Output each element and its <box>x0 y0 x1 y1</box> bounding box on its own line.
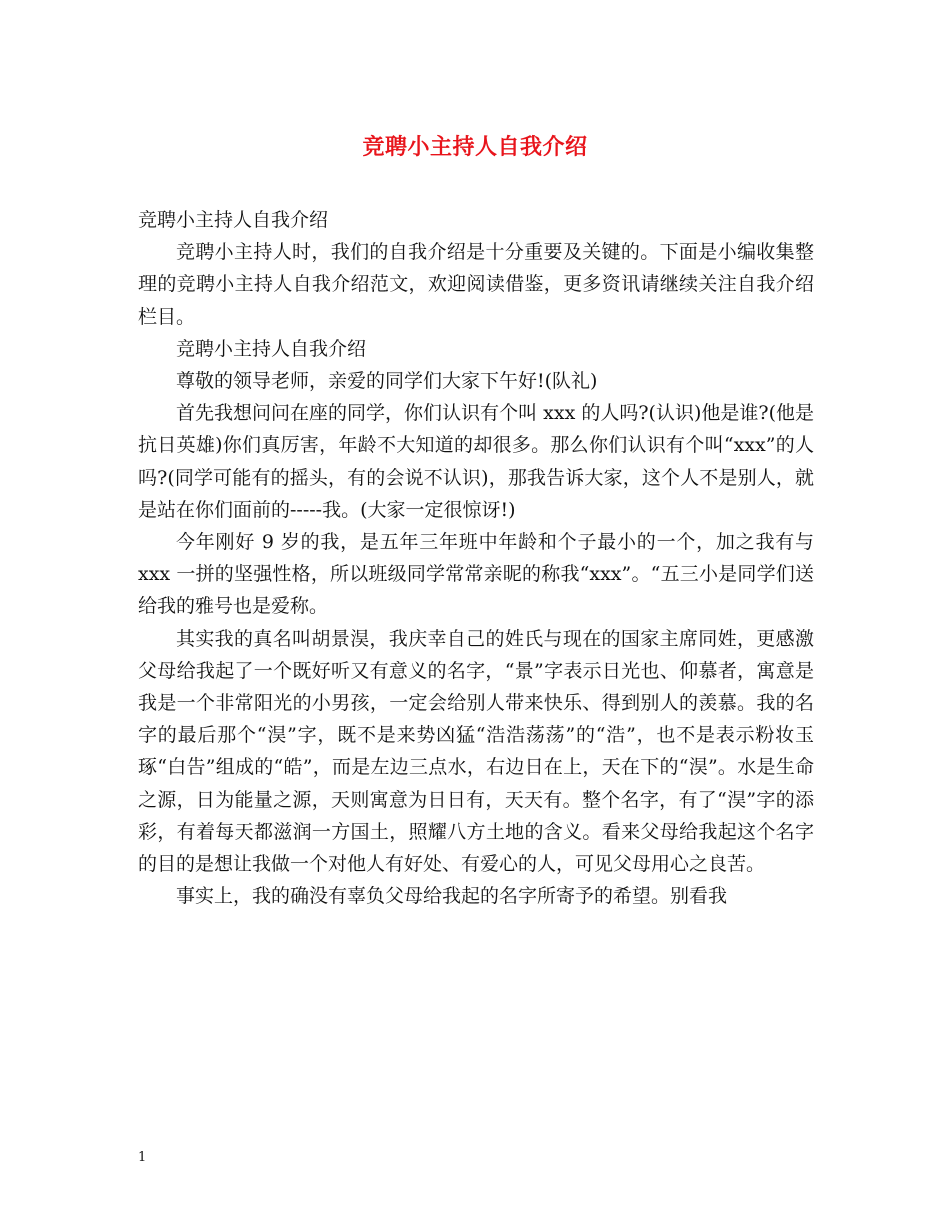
paragraph: 竞聘小主持人时，我们的自我介绍是十分重要及关键的。下面是小编收集整理的竞聘小主持人自我介绍范文，欢迎阅读借鉴，更多资讯请继续关注自我介绍栏目。 <box>138 241 814 328</box>
paragraph: 首先我想问问在座的同学，你们认识有个叫 xxx 的人吗?(认识)他是谁?(他是抗日英雄)你们真厉害，年龄不大知道的却很多。那么你们认识有个叫“xxx”的人吗?(同学可能有的摇头，有的会说不认识)，那我告诉大家，这个人不是别人，就是站在你们面前的-----我。(大家一定很惊讶!) <box>138 402 814 521</box>
paragraph: 竞聘小主持人自我介绍 <box>138 209 329 231</box>
document-title: 竞聘小主持人自我介绍 <box>362 134 588 160</box>
document-body <box>138 204 814 912</box>
paragraph: 其实我的真名叫胡景淏，我庆幸自己的姓氏与现在的国家主席同姓，更感激父母给我起了一个既好听又有意义的名字，“景”字表示日光也、仰慕者，寓意是我是一个非常阳光的小男孩，一定会给别人带来快乐、得到别人的羡慕。我的名字的最后那个“淏”字，既不是来势凶猛“浩浩荡荡”的“浩”，也不是表示粉妆玉琢“白告”组成的“皓”，而是左边三点水，右边日在上，天在下的“淏”。水是生命之源，日为能量之源，天则寓意为日日有，天天有。整个名字，有了“淏”字的添彩，有着每天都滋润一方国土，照耀八方土地的含义。看来父母给我起这个名字的目的是想让我做一个对他人有好处、有爱心的人，可见父母用心之良苦。 <box>138 627 814 876</box>
paragraph: 竞聘小主持人自我介绍 <box>176 337 367 360</box>
page-number: 1 <box>138 1150 147 1165</box>
paragraph: 事实上，我的确没有辜负父母给我起的名字所寄予的希望。别看我 <box>176 885 728 908</box>
paragraph: 今年刚好 9 岁的我，是五年三年班中年龄和个子最小的一个，加之我有与 xxx 一拼的坚强性格，所以班级同学常常亲昵的称我“xxx”。“五三小是同学们送给我的雅号也是爱称。 <box>138 531 814 618</box>
paragraph: 尊敬的领导老师，亲爱的同学们大家下午好!(队礼) <box>176 370 598 393</box>
